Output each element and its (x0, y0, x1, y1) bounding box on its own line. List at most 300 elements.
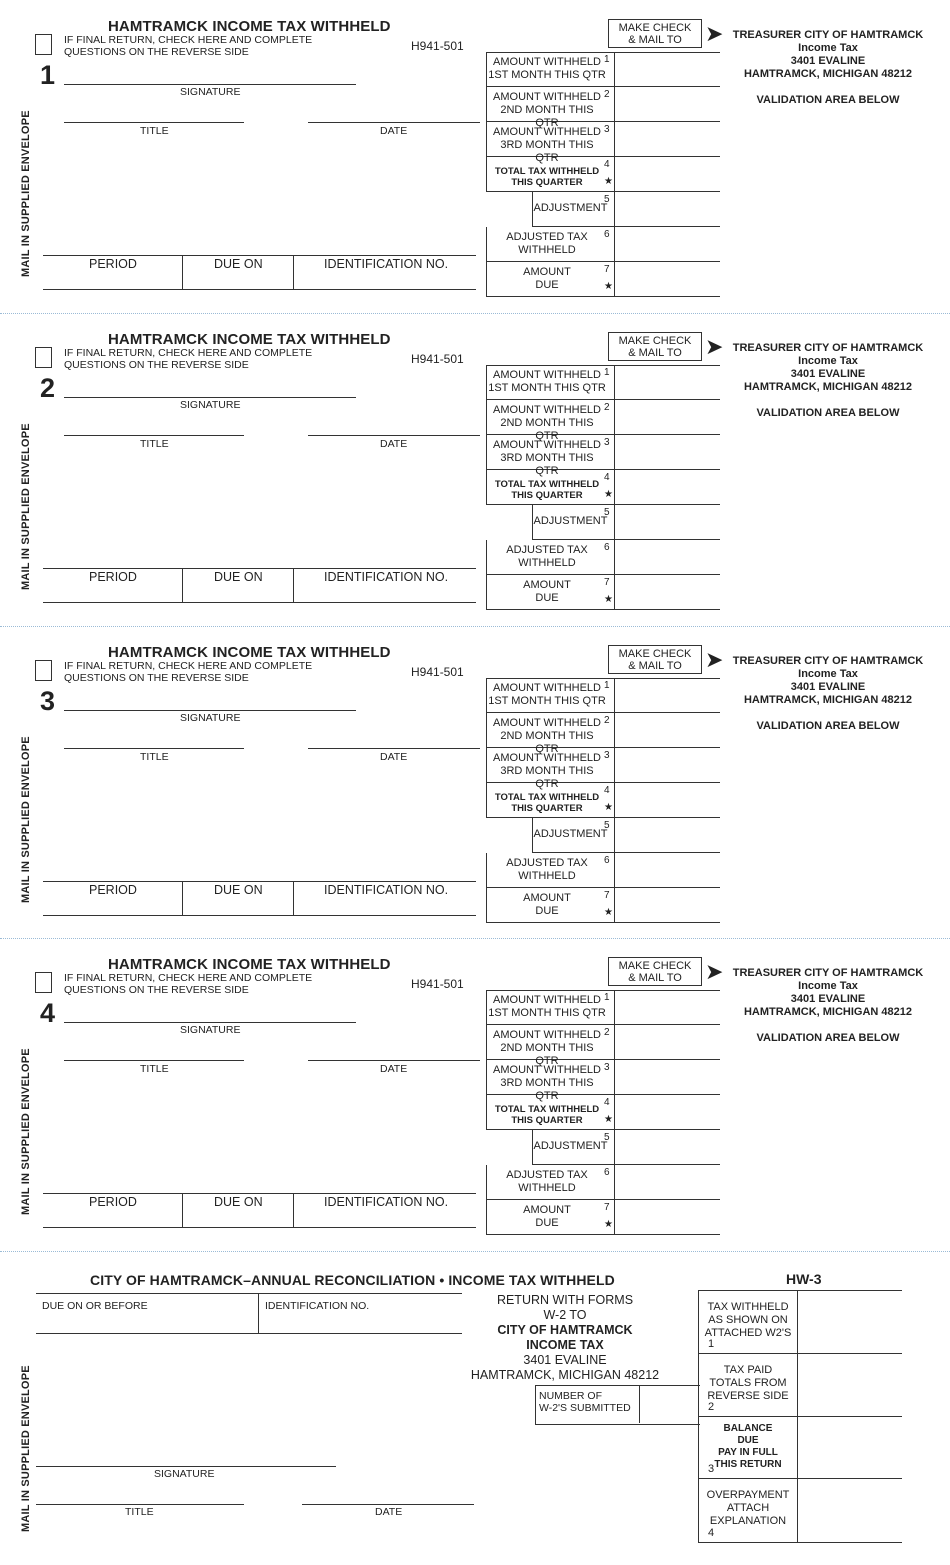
recon-row-left (698, 1290, 699, 1353)
return-line-3: CITY OF HAMTRAMCK (497, 1323, 633, 1337)
w2-count-line-2: W-2'S SUBMITTED (539, 1402, 631, 1414)
row-number: 4 (604, 159, 610, 170)
make-check-line-1: MAKE CHECK (618, 22, 692, 34)
row-label-line-2: 3RD MONTH THIS QTR (500, 765, 594, 790)
row-label-line-1: ADJUSTED TAX (506, 544, 588, 556)
amount-field-line-5[interactable] (616, 193, 718, 225)
row-bottom-line (486, 399, 720, 400)
row-left-border (486, 470, 487, 505)
coupon-2 (0, 313, 950, 626)
make-check-box (608, 957, 702, 986)
due-on-label: DUE ON (214, 1195, 263, 1209)
amount-field-line-3[interactable] (616, 749, 718, 781)
row-label-line-2: 2ND MONTH THIS QTR (500, 417, 594, 442)
row-left-border (486, 990, 487, 1025)
row-label-5 (533, 1140, 608, 1153)
row-divider (614, 157, 615, 192)
amount-field-line-1[interactable] (616, 991, 718, 1023)
recon-row-label-line: EXPLANATION (709, 1515, 787, 1527)
row-label-line-1: ADJUSTMENT (533, 1140, 608, 1152)
row-label-line-1: ADJUSTED TAX (506, 231, 588, 243)
row-bottom-line (486, 1129, 720, 1130)
date-line[interactable] (308, 748, 480, 749)
identification-label: IDENTIFICATION NO. (324, 1195, 449, 1209)
amount-field-line-2[interactable] (616, 401, 718, 433)
recon-row-label-line: ATTACH (726, 1502, 770, 1514)
row-number: 6 (604, 855, 610, 866)
recon-row-divider (797, 1478, 798, 1542)
row-label-line-1: AMOUNT WITHHELD (493, 369, 601, 381)
form-code: H941-501 (411, 665, 464, 679)
row-label-line-1: AMOUNT (523, 579, 571, 591)
amount-field-line-4[interactable] (616, 1096, 718, 1128)
amount-field-line-2[interactable] (616, 714, 718, 746)
title-line[interactable] (64, 122, 244, 123)
row-bottom-line (486, 574, 720, 575)
title-label: TITLE (140, 438, 169, 450)
perforation-line (0, 626, 950, 627)
row-label-line-2: DUE (535, 279, 559, 291)
recon-signature-line[interactable] (36, 1466, 336, 1467)
recon-row-label-line: TAX PAID (723, 1364, 773, 1376)
amount-field-line-5[interactable] (616, 1131, 718, 1163)
amount-field-line-3[interactable] (616, 436, 718, 468)
validation-area-label: VALIDATION AREA BELOW (756, 1032, 900, 1044)
amount-field-line-2[interactable] (616, 1026, 718, 1058)
star-icon: ★ (604, 1114, 613, 1125)
final-return-checkbox[interactable] (35, 972, 52, 993)
final-return-instruction-2: QUESTIONS ON THE REVERSE SIDE (64, 46, 249, 58)
period-divider (182, 255, 183, 289)
recon-signature-label: SIGNATURE (154, 1468, 215, 1480)
make-check-line-2: & MAIL TO (628, 34, 682, 46)
star-icon: ★ (604, 1219, 613, 1230)
final-return-instruction-2: QUESTIONS ON THE REVERSE SIDE (64, 359, 249, 371)
row-number: 7 (604, 264, 610, 275)
row-divider (614, 505, 615, 540)
star-icon: ★ (604, 489, 613, 500)
make-check-box (608, 19, 702, 48)
row-label-7 (488, 1204, 606, 1230)
row-label-line-2: THIS QUARTER (511, 177, 583, 188)
address-line3: 3401 EVALINE (790, 55, 866, 67)
star-icon: ★ (604, 176, 613, 187)
amount-field-line-4[interactable] (616, 784, 718, 816)
row-bottom-line (486, 86, 720, 87)
row-bottom-line (486, 922, 720, 923)
form-code: H941-501 (411, 39, 464, 53)
date-line[interactable] (308, 122, 480, 123)
row-number: 3 (604, 750, 610, 761)
amount-field-line-7[interactable] (616, 1201, 718, 1233)
address-line3: 3401 EVALINE (790, 681, 866, 693)
row-label-3 (488, 1064, 606, 1103)
row-divider (614, 87, 615, 122)
star-icon: ★ (604, 281, 613, 292)
make-check-line-2: & MAIL TO (628, 660, 682, 672)
row-left-border (486, 52, 487, 87)
due-on-label: DUE ON (214, 257, 263, 271)
row-label-2 (488, 1029, 606, 1068)
row-label-line-2: WITHHELD (518, 870, 576, 882)
title-label: TITLE (140, 751, 169, 763)
row-number: 5 (604, 820, 610, 831)
amount-field-line-6[interactable] (616, 1166, 718, 1198)
row-divider (614, 783, 615, 818)
row-label-5 (533, 828, 608, 841)
recon-row-label-line: AS SHOWN ON (708, 1314, 788, 1326)
recon-row-left (698, 1416, 699, 1478)
row-number: 7 (604, 1202, 610, 1213)
arrow-icon: ➤ (705, 959, 724, 984)
row-label-line-2: 2ND MONTH THIS QTR (500, 1042, 594, 1067)
period-label: PERIOD (89, 257, 137, 271)
row-bottom-line (486, 609, 720, 610)
due-on-label: DUE ON (214, 883, 263, 897)
recon-table-top (698, 1290, 902, 1291)
amount-field-line-6[interactable] (616, 541, 718, 573)
address-line2: Income Tax (798, 668, 858, 680)
row-label-line-2: 3RD MONTH THIS QTR (500, 139, 594, 164)
amount-field-line-4[interactable] (616, 471, 718, 503)
date-label: DATE (380, 1063, 408, 1075)
row-label-1 (488, 994, 606, 1020)
coupon-4 (0, 938, 950, 1251)
row-number: 4 (604, 1097, 610, 1108)
row-number: 2 (604, 1027, 610, 1038)
period-row-bottom (43, 602, 476, 603)
row-label-line-2: WITHHELD (518, 1182, 576, 1194)
final-return-instruction-1: IF FINAL RETURN, CHECK HERE AND COMPLETE (64, 972, 313, 984)
coupon-title: HAMTRAMCK INCOME TAX WITHHELD (108, 331, 391, 348)
date-line[interactable] (308, 435, 480, 436)
row-number: 7 (604, 890, 610, 901)
final-return-instruction-1: IF FINAL RETURN, CHECK HERE AND COMPLETE (64, 660, 313, 672)
period-label: PERIOD (89, 883, 137, 897)
w2-count-line-1: NUMBER OF (539, 1390, 602, 1402)
row-divider (614, 122, 615, 157)
row-bottom-line (486, 296, 720, 297)
period-label: PERIOD (89, 570, 137, 584)
star-icon: ★ (604, 907, 613, 918)
coupon-title: HAMTRAMCK INCOME TAX WITHHELD (108, 18, 391, 35)
row-left-border (486, 540, 487, 575)
row-label-2 (488, 404, 606, 443)
recon-form-code: HW-3 (786, 1271, 822, 1287)
amount-field-line-5[interactable] (616, 819, 718, 851)
recon-title-line[interactable] (36, 1504, 244, 1505)
coupon-title: HAMTRAMCK INCOME TAX WITHHELD (108, 956, 391, 973)
date-line[interactable] (308, 1060, 480, 1061)
row-bottom-line (486, 191, 720, 192)
row-label-line-1: AMOUNT WITHHELD (493, 439, 601, 451)
row-left-border (486, 1165, 487, 1200)
row-number: 6 (604, 1167, 610, 1178)
final-return-checkbox[interactable] (35, 660, 52, 681)
row-divider (614, 52, 615, 87)
row-number: 1 (604, 992, 610, 1003)
address-line4: HAMTRAMCK, MICHIGAN 48212 (743, 1006, 913, 1018)
recon-row-label-line: THIS RETURN (714, 1459, 782, 1470)
amount-field-line-6[interactable] (616, 854, 718, 886)
recon-date-label: DATE (375, 1506, 403, 1518)
row-label-line-2: DUE (535, 592, 559, 604)
date-label: DATE (380, 751, 408, 763)
final-return-instruction-1: IF FINAL RETURN, CHECK HERE AND COMPLETE (64, 347, 313, 359)
row-bottom-line (486, 261, 720, 262)
w2-count-field[interactable] (640, 1386, 698, 1422)
row-label-line-1: ADJUSTMENT (533, 828, 608, 840)
recon-row-divider (797, 1353, 798, 1416)
row-left-border (486, 1200, 487, 1235)
row-label-line-1: ADJUSTMENT (533, 515, 608, 527)
row-divider (614, 1165, 615, 1200)
row-label-3 (488, 126, 606, 165)
period-divider (182, 1193, 183, 1227)
recon-amount-field-4[interactable] (799, 1480, 900, 1540)
perforation-line (0, 938, 950, 939)
make-check-box (608, 645, 702, 674)
mail-envelope-note: MAIL IN SUPPLIED ENVELOPE (20, 1365, 32, 1532)
row-label-line-1: TOTAL TAX WITHHELD (494, 166, 600, 177)
row-divider (614, 888, 615, 923)
mail-to-address (723, 342, 933, 420)
row-label-line-1: AMOUNT WITHHELD (493, 717, 601, 729)
amount-field-line-7[interactable] (616, 263, 718, 295)
row-bottom-line (486, 504, 720, 505)
row-label-line-1: ADJUSTED TAX (506, 857, 588, 869)
title-line[interactable] (64, 1060, 244, 1061)
period-row-top (43, 1193, 476, 1194)
date-label: DATE (380, 125, 408, 137)
row-label-line-1: AMOUNT WITHHELD (493, 126, 601, 138)
arrow-icon: ➤ (705, 647, 724, 672)
recon-row-number: 2 (708, 1401, 715, 1413)
row-label-4 (488, 479, 606, 501)
row-label-line-2: 1ST MONTH THIS QTR (488, 382, 606, 394)
final-return-checkbox[interactable] (35, 34, 52, 55)
make-check-line-1: MAKE CHECK (618, 648, 692, 660)
row-left-border (486, 227, 487, 262)
row-number: 6 (604, 229, 610, 240)
due-and-id-field[interactable] (36, 1333, 462, 1334)
mail-to-address (723, 655, 933, 733)
row-divider (614, 1130, 615, 1165)
recon-row-label-line: DUE (737, 1435, 759, 1446)
due-on-label: DUE ON (214, 570, 263, 584)
row-divider (614, 1200, 615, 1235)
identification-label: IDENTIFICATION NO. (324, 883, 449, 897)
row-label-4 (488, 166, 606, 188)
row-divider (614, 818, 615, 853)
row-label-7 (488, 892, 606, 918)
recon-row-divider (797, 1290, 798, 1353)
validation-area-label: VALIDATION AREA BELOW (756, 407, 900, 419)
row-bottom-line (486, 1024, 720, 1025)
amount-field-line-1[interactable] (616, 53, 718, 85)
signature-label: SIGNATURE (180, 399, 241, 411)
row-divider (614, 400, 615, 435)
row-label-line-1: AMOUNT WITHHELD (493, 682, 601, 694)
period-row-bottom (43, 289, 476, 290)
row-divider (614, 1060, 615, 1095)
row-divider (614, 365, 615, 400)
signature-line[interactable] (64, 84, 356, 85)
coupon-number: 4 (40, 998, 56, 1028)
row-label-line-1: AMOUNT (523, 1204, 571, 1216)
recon-title: CITY OF HAMTRAMCK–ANNUAL RECONCILIATION • INCOME TAX WITHHELD (90, 1272, 615, 1288)
row-divider (614, 435, 615, 470)
row-label-line-2: 1ST MONTH THIS QTR (488, 69, 606, 81)
title-label: TITLE (140, 125, 169, 137)
row-label-6 (488, 544, 606, 570)
row-left-border (486, 1060, 487, 1095)
row-number: 1 (604, 54, 610, 65)
perforation-line (0, 313, 950, 314)
make-check-line-2: & MAIL TO (628, 972, 682, 984)
identification-label: IDENTIFICATION NO. (324, 257, 449, 271)
annual-reconciliation-form (0, 1252, 950, 1565)
row-label-3 (488, 752, 606, 791)
row-number: 2 (604, 402, 610, 413)
row-label-3 (488, 439, 606, 478)
recon-row-bottom (698, 1416, 902, 1417)
row-label-line-1: AMOUNT WITHHELD (493, 1064, 601, 1076)
final-return-instruction-2: QUESTIONS ON THE REVERSE SIDE (64, 984, 249, 996)
row-left-border (486, 157, 487, 192)
recon-row-number: 1 (708, 1338, 715, 1350)
row-label-line-2: WITHHELD (518, 557, 576, 569)
period-row-bottom (43, 1227, 476, 1228)
row-label-line-1: ADJUSTED TAX (506, 1169, 588, 1181)
amount-field-line-3[interactable] (616, 1061, 718, 1093)
amount-field-line-5[interactable] (616, 506, 718, 538)
mail-envelope-note: MAIL IN SUPPLIED ENVELOPE (20, 110, 32, 277)
row-divider (614, 227, 615, 262)
signature-line[interactable] (64, 397, 356, 398)
row-left-border (486, 122, 487, 157)
make-check-line-2: & MAIL TO (628, 347, 682, 359)
row-number: 5 (604, 507, 610, 518)
make-check-box (608, 332, 702, 361)
signature-line[interactable] (64, 710, 356, 711)
row-label-line-2: THIS QUARTER (511, 803, 583, 814)
return-line-5: 3401 EVALINE (523, 1353, 607, 1367)
row-label-line-1: TOTAL TAX WITHHELD (494, 792, 600, 803)
validation-area-label: VALIDATION AREA BELOW (756, 720, 900, 732)
recon-amount-field-1[interactable] (799, 1292, 900, 1351)
signature-label: SIGNATURE (180, 86, 241, 98)
due-divider (293, 568, 294, 602)
row-divider (614, 192, 615, 227)
address-line2: Income Tax (798, 980, 858, 992)
row-number: 2 (604, 89, 610, 100)
amount-field-line-7[interactable] (616, 576, 718, 608)
recon-id-label: IDENTIFICATION NO. (265, 1300, 370, 1312)
make-check-line-1: MAKE CHECK (618, 335, 692, 347)
row-divider (614, 853, 615, 888)
coupon-3 (0, 626, 950, 939)
row-label-line-1: AMOUNT WITHHELD (493, 56, 601, 68)
row-left-border (486, 1025, 487, 1060)
row-divider (614, 262, 615, 297)
amount-field-line-2[interactable] (616, 88, 718, 120)
period-row-top (43, 568, 476, 569)
title-line[interactable] (64, 748, 244, 749)
amount-field-line-4[interactable] (616, 158, 718, 190)
row-label-line-1: ADJUSTMENT (533, 202, 608, 214)
row-label-line-1: AMOUNT (523, 266, 571, 278)
row-label-6 (488, 857, 606, 883)
recon-amount-field-2[interactable] (799, 1355, 900, 1414)
address-line2: Income Tax (798, 355, 858, 367)
identification-label: IDENTIFICATION NO. (324, 570, 449, 584)
amount-field-line-7[interactable] (616, 889, 718, 921)
address-line4: HAMTRAMCK, MICHIGAN 48212 (743, 381, 913, 393)
row-divider (614, 575, 615, 610)
row-label-line-2: 2ND MONTH THIS QTR (500, 104, 594, 129)
row-number: 2 (604, 715, 610, 726)
row-bottom-line (486, 1199, 720, 1200)
final-return-instruction-1: IF FINAL RETURN, CHECK HERE AND COMPLETE (64, 34, 313, 46)
row-bottom-line (486, 1234, 720, 1235)
row-left-border (486, 435, 487, 470)
row-label-7 (488, 266, 606, 292)
return-address-block (462, 1293, 668, 1383)
recon-amount-field-3[interactable] (799, 1418, 900, 1476)
final-return-checkbox[interactable] (35, 347, 52, 368)
coupon-number: 1 (40, 60, 56, 90)
row-divider (614, 1025, 615, 1060)
recon-row-left (698, 1353, 699, 1416)
row-left-border (486, 748, 487, 783)
date-label: DATE (380, 438, 408, 450)
row-left-border (486, 400, 487, 435)
row-label-line-1: TOTAL TAX WITHHELD (494, 479, 600, 490)
row-label-6 (488, 1169, 606, 1195)
due-divider (293, 1193, 294, 1227)
title-line[interactable] (64, 435, 244, 436)
row-label-2 (488, 91, 606, 130)
row-left-border (486, 262, 487, 297)
due-divider (293, 255, 294, 289)
row-bottom-line (486, 712, 720, 713)
row-label-line-1: AMOUNT WITHHELD (493, 404, 601, 416)
row-divider (614, 678, 615, 713)
recon-row-bottom (698, 1542, 902, 1543)
amount-field-line-3[interactable] (616, 123, 718, 155)
amount-field-line-6[interactable] (616, 228, 718, 260)
amount-field-line-1[interactable] (616, 679, 718, 711)
row-left-border (486, 575, 487, 610)
row-label-2 (488, 717, 606, 756)
row-number: 5 (604, 194, 610, 205)
row-number: 7 (604, 577, 610, 588)
row-left-border (486, 1095, 487, 1130)
title-label: TITLE (140, 1063, 169, 1075)
amount-field-line-1[interactable] (616, 366, 718, 398)
row-left-border (486, 713, 487, 748)
address-line3: 3401 EVALINE (790, 993, 866, 1005)
row-label-5 (533, 202, 608, 215)
period-row-bottom (43, 915, 476, 916)
signature-line[interactable] (64, 1022, 356, 1023)
row-left-border (486, 888, 487, 923)
period-label: PERIOD (89, 1195, 137, 1209)
row-label-line-1: AMOUNT WITHHELD (493, 1029, 601, 1041)
recon-date-line[interactable] (302, 1504, 474, 1505)
return-line-6: HAMTRAMCK, MICHIGAN 48212 (470, 1368, 660, 1382)
